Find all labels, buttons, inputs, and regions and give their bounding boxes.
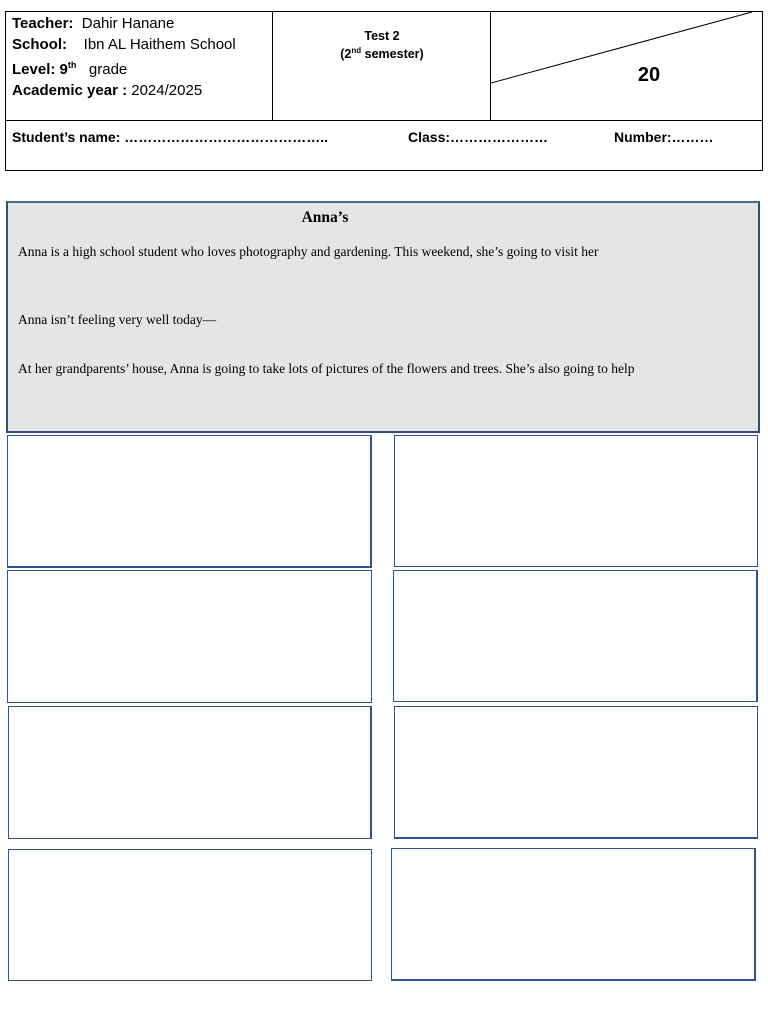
school-value: Ibn AL Haithem School: [83, 35, 236, 53]
level-line: [12, 55, 272, 81]
year-value: 2024/2025: [131, 81, 203, 99]
semester-label: [273, 46, 491, 61]
year-line: [12, 81, 272, 102]
reading-paragraph-2: Anna isn’t feeling very well today—: [18, 312, 217, 327]
reading-passage-box: [6, 201, 760, 433]
semester-sup: nd: [351, 46, 362, 55]
score-cell: [491, 12, 763, 120]
level-value: grade: [88, 61, 128, 78]
reading-title: Anna’s: [301, 209, 349, 226]
school-line: [12, 35, 272, 56]
score-total: 20: [637, 64, 661, 86]
class-field[interactable]: Class:…………………: [408, 129, 549, 145]
level-label: Level: 9: [12, 61, 68, 78]
number-field[interactable]: Number:………: [614, 129, 714, 145]
answer-frame-6[interactable]: [394, 706, 758, 839]
teacher-line: [12, 14, 272, 35]
test-title-cell: [273, 12, 491, 120]
student-name-field[interactable]: Student’s name: ……………………………………..: [12, 129, 329, 145]
answer-frame-2[interactable]: [394, 435, 758, 567]
answer-frame-1[interactable]: [7, 435, 372, 568]
semester-pre: (2: [340, 47, 352, 62]
answer-frame-8[interactable]: [391, 848, 756, 981]
teacher-value: Dahir Hanane: [81, 15, 175, 32]
teacher-label: Teacher:: [12, 15, 74, 32]
answer-frame-3[interactable]: [7, 570, 372, 703]
school-label: School:: [12, 35, 67, 53]
reading-paragraph-1: Anna is a high school student who loves photography and gardening. This weekend, she’s going to visit her: [18, 244, 599, 259]
semester-post: semester): [361, 47, 424, 62]
student-info-row: [6, 120, 762, 172]
teacher-info-cell: [6, 12, 273, 120]
reading-paragraph-3: At her grandparents’ house, Anna is going to take lots of pictures of the flowers and trees. She’s also going to help: [18, 361, 635, 376]
answer-frame-5[interactable]: [8, 706, 372, 839]
test-title: Test 2: [364, 29, 400, 43]
answer-frame-7[interactable]: [8, 849, 372, 981]
year-label: Academic year :: [12, 81, 128, 99]
level-sup: th: [67, 60, 77, 70]
header-table: [5, 11, 763, 171]
answer-frame-4[interactable]: [393, 570, 758, 702]
